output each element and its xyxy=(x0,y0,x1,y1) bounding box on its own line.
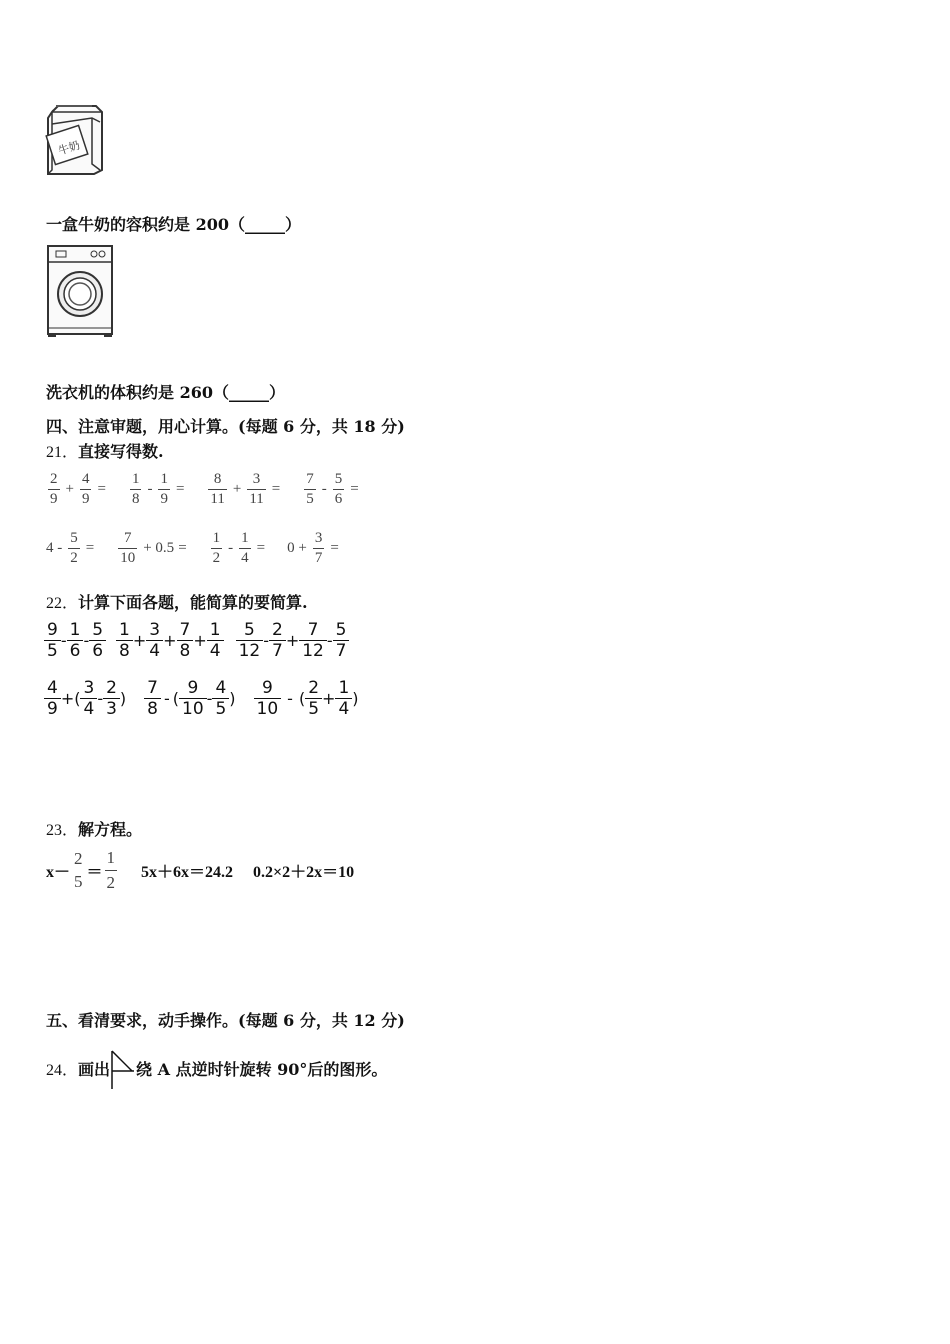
fraction xyxy=(89,620,106,662)
q22-row-2 xyxy=(44,678,359,720)
numerator: 9 xyxy=(261,678,273,698)
operator: + xyxy=(65,480,74,497)
operator: - xyxy=(83,631,90,651)
denominator: 7 xyxy=(333,640,350,661)
numerator: 2 xyxy=(308,678,320,698)
numerator: 5 xyxy=(335,620,347,640)
denominator: 4 xyxy=(146,640,163,661)
fraction xyxy=(44,678,61,720)
operator: + xyxy=(132,631,147,651)
equals-sign: = xyxy=(178,539,187,556)
q23-equations xyxy=(46,846,354,895)
numerator: 1 xyxy=(160,471,168,487)
numerator: 1 xyxy=(338,678,350,698)
fraction xyxy=(208,470,226,509)
fraction xyxy=(179,678,207,720)
denominator: 8 xyxy=(177,640,194,661)
denominator: 5 xyxy=(44,640,61,661)
denominator: 9 xyxy=(160,490,168,507)
fraction xyxy=(313,529,325,568)
fraction xyxy=(67,620,84,662)
denominator: 9 xyxy=(81,490,90,507)
q21-heading xyxy=(46,439,164,462)
q21-number: 21． xyxy=(46,444,79,461)
numerator: 7 xyxy=(123,530,132,546)
milk-carton-image xyxy=(44,104,106,176)
numerator: 9 xyxy=(47,620,58,640)
denominator: 10 xyxy=(179,698,207,719)
q21-title: 直接写得数. xyxy=(78,442,164,461)
denominator: 7 xyxy=(314,549,323,566)
operand: + 0.5 xyxy=(143,539,175,556)
fraction xyxy=(236,620,264,662)
fraction xyxy=(144,678,161,720)
section-5-title: 五、看清要求，动手操作。(每题 6 分，共 12 分) xyxy=(46,1011,405,1030)
q22-number: 22． xyxy=(46,595,79,612)
operator: - xyxy=(263,631,269,651)
fraction xyxy=(158,470,170,509)
fraction xyxy=(116,620,133,662)
denominator: 8 xyxy=(116,640,133,661)
paren-close: ) xyxy=(352,689,359,709)
operator: - xyxy=(97,689,104,709)
milk-question xyxy=(46,212,301,235)
operator: - xyxy=(164,689,170,709)
q23-heading xyxy=(46,817,142,840)
operator: + xyxy=(60,689,75,709)
paren-open: ( xyxy=(74,689,81,709)
fraction xyxy=(44,620,61,662)
denominator: 5 xyxy=(306,490,314,507)
operand: 4 - xyxy=(46,539,63,556)
denominator: 5 xyxy=(74,872,83,892)
denominator: 11 xyxy=(210,490,225,507)
operator: - xyxy=(228,539,234,556)
milk-question-text: 一盒牛奶的容积约是 200（ xyxy=(46,215,245,234)
numerator: 2 xyxy=(106,678,117,698)
fraction xyxy=(333,620,350,662)
denominator: 4 xyxy=(335,698,352,719)
washer-question xyxy=(46,380,285,403)
fraction xyxy=(207,620,224,662)
operator: + xyxy=(285,631,300,651)
fraction xyxy=(304,470,316,509)
numerator: 8 xyxy=(213,471,222,487)
equation-2: 5x＋6x＝24.2 xyxy=(141,863,234,881)
q22-title: 计算下面各题，能简算的要简算. xyxy=(78,593,308,612)
operator: - xyxy=(287,689,293,709)
denominator: 9 xyxy=(50,490,58,507)
numerator: 5 xyxy=(92,620,104,640)
numerator: 2 xyxy=(272,620,283,640)
section-4-title: 四、注意审题，用心计算。(每题 6 分，共 18 分) xyxy=(46,417,405,436)
numerator: 1 xyxy=(131,471,140,487)
denominator: 6 xyxy=(89,640,106,661)
washer-question-close: ） xyxy=(268,383,285,402)
paren-close: ) xyxy=(229,689,236,709)
denominator: 5 xyxy=(212,698,229,719)
denominator: 4 xyxy=(80,698,97,719)
washer-blank[interactable]: _____ xyxy=(228,383,269,402)
equals-sign: = xyxy=(350,480,359,497)
fraction xyxy=(105,846,118,895)
numerator: 1 xyxy=(212,530,221,546)
denominator: 2 xyxy=(212,549,221,566)
q22-heading xyxy=(46,590,308,613)
denominator: 9 xyxy=(44,698,61,719)
fraction xyxy=(80,678,97,720)
denominator: 4 xyxy=(207,640,224,661)
operator: - xyxy=(206,689,213,709)
denominator: 3 xyxy=(103,698,120,719)
milk-question-close: ） xyxy=(284,215,301,234)
q21-row-2 xyxy=(46,529,339,568)
numerator: 1 xyxy=(209,620,221,640)
numerator: 5 xyxy=(243,620,255,640)
fraction xyxy=(299,620,327,662)
fraction xyxy=(68,529,80,568)
fraction xyxy=(130,470,142,509)
equals-sign: = xyxy=(175,480,185,497)
paren-open: ( xyxy=(298,689,306,709)
fraction xyxy=(305,678,322,720)
q23-number: 23． xyxy=(46,822,79,839)
equals-sign: = xyxy=(85,539,95,556)
numerator: 9 xyxy=(187,678,199,698)
washer-question-text: 洗衣机的体积约是 260（ xyxy=(46,383,229,402)
q24-heading xyxy=(46,1045,387,1091)
operator: - xyxy=(326,631,333,651)
numerator: 1 xyxy=(106,848,116,867)
denominator: 6 xyxy=(334,490,343,507)
numerator: 2 xyxy=(50,471,58,487)
q22-row-1 xyxy=(44,620,349,662)
q24-number: 24． xyxy=(46,1061,79,1079)
fraction xyxy=(48,470,60,509)
numerator: 7 xyxy=(307,620,319,640)
denominator: 6 xyxy=(67,640,84,661)
fraction xyxy=(118,529,137,568)
equals-sign: = xyxy=(97,480,106,497)
q21-row-1 xyxy=(46,470,359,509)
paren-close: ) xyxy=(119,689,127,709)
operator: + xyxy=(193,631,207,651)
q24-text-pre: 画出 xyxy=(78,1059,111,1079)
denominator: 8 xyxy=(144,698,161,719)
operator: + xyxy=(163,631,177,651)
fraction xyxy=(80,470,92,509)
numerator: 3 xyxy=(314,530,323,546)
fraction xyxy=(333,470,345,509)
fraction xyxy=(239,529,251,568)
fraction xyxy=(269,620,286,662)
operator: + xyxy=(322,689,336,709)
fraction xyxy=(254,678,282,720)
fraction xyxy=(177,620,194,662)
flag-shape-figure xyxy=(110,1049,136,1091)
numerator: 3 xyxy=(252,471,261,487)
numerator: 1 xyxy=(69,620,81,640)
milk-box-text: 牛奶 xyxy=(56,138,82,158)
denominator: 4 xyxy=(241,549,249,566)
denominator: 5 xyxy=(305,698,322,719)
denominator: 2 xyxy=(70,549,78,566)
numerator: 7 xyxy=(306,471,314,487)
fraction xyxy=(146,620,163,662)
q24-text-post: 绕 A 点逆时针旋转 90°后的图形。 xyxy=(136,1059,388,1079)
numerator: 2 xyxy=(74,848,83,868)
denominator: 12 xyxy=(299,640,327,661)
equation-1-lhs: x－ xyxy=(46,863,71,881)
numerator: 4 xyxy=(81,471,90,487)
denominator: 2 xyxy=(105,870,118,895)
numerator: 1 xyxy=(119,620,130,640)
numerator: 4 xyxy=(47,678,58,698)
numerator: 7 xyxy=(147,678,158,698)
fraction xyxy=(211,529,223,568)
numerator: 4 xyxy=(215,678,227,698)
equation-1-equals: ＝ xyxy=(86,863,103,881)
fraction xyxy=(335,678,352,720)
fraction xyxy=(247,470,265,509)
fraction xyxy=(72,847,85,895)
paren-open: ( xyxy=(172,689,180,709)
denominator: 8 xyxy=(131,490,140,507)
numerator: 5 xyxy=(70,530,78,546)
equals-sign: = xyxy=(330,539,339,556)
numerator: 3 xyxy=(83,678,95,698)
denominator: 11 xyxy=(249,490,264,507)
operator: - xyxy=(60,631,67,651)
denominator: 7 xyxy=(269,640,286,661)
milk-blank[interactable]: _____ xyxy=(244,215,285,234)
numerator: 3 xyxy=(149,620,161,640)
washing-machine-image xyxy=(44,242,116,338)
numerator: 5 xyxy=(334,471,343,487)
operand: 0 + xyxy=(287,539,307,556)
q23-title: 解方程。 xyxy=(78,820,143,839)
operator: - xyxy=(147,480,153,497)
numerator: 7 xyxy=(179,620,191,640)
denominator: 12 xyxy=(236,640,264,661)
numerator: 1 xyxy=(241,530,249,546)
operator: - xyxy=(321,480,327,497)
denominator: 10 xyxy=(254,698,282,719)
denominator: 10 xyxy=(120,549,136,566)
fraction xyxy=(212,678,229,720)
operator: + xyxy=(232,480,242,497)
equation-3: 0.2×2＋2x＝10 xyxy=(253,863,355,881)
equals-sign: = xyxy=(271,480,281,497)
equals-sign: = xyxy=(256,539,266,556)
fraction xyxy=(103,678,120,720)
